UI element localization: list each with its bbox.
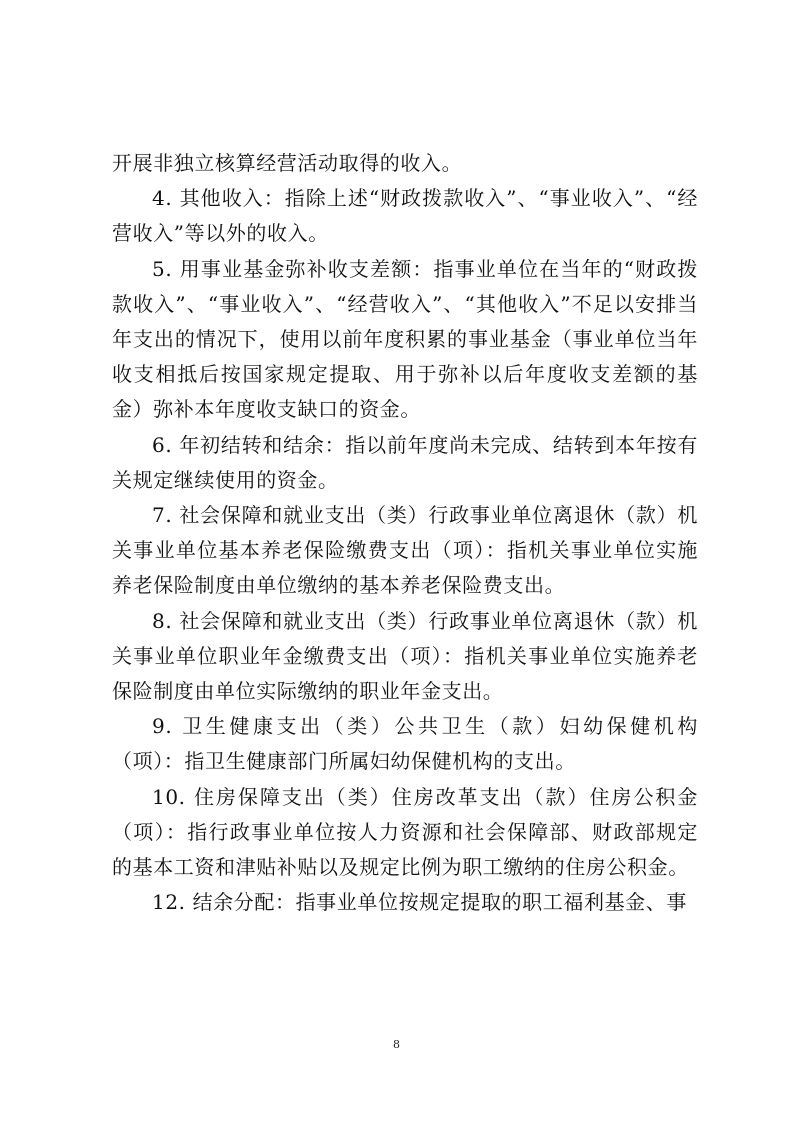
paragraph-maternal-child-health: 9. 卫生健康支出（类）公共卫生（款）妇幼保健机构（项）：指卫生健康部门所属妇幼保健机构的支出。 xyxy=(112,714,698,774)
paragraph-occupational-annuity: 8. 社会保障和就业支出（类）行政事业单位离退休（款）机关事业单位职业年金缴费支出（项）：指机关事业单位实施养老保险制度由单位实际缴纳的职业年金支出。 xyxy=(112,608,698,704)
paragraph-business-fund: 5. 用事业基金弥补收支差额：指事业单位在当年的“财政拨款收入”、“事业收入”、“经营收入”、“其他收入”不足以安排当年支出的情况下，使用以前年度积累的事业基金（事业单位当年收支相抵后按国家规定提取、用于弥补以后年度收支差额的基金）弥补本年度收支缺口的资金。 xyxy=(112,256,698,422)
paragraph-pension-insurance: 7. 社会保障和就业支出（类）行政事业单位离退休（款）机关事业单位基本养老保险缴费支出（项）：指机关事业单位实施养老保险制度由单位缴纳的基本养老保险费支出。 xyxy=(112,503,698,598)
page-number: 8 xyxy=(393,1038,400,1051)
paragraph-carryover: 6. 年初结转和结余：指以前年度尚未完成、结转到本年按有关规定继续使用的资金。 xyxy=(112,432,698,492)
body-text xyxy=(112,146,698,920)
paragraph-other-income: 4. 其他收入：指除上述“财政拨款收入”、“事业收入”、“经营收入”等以外的收入。 xyxy=(112,186,698,246)
paragraph-continuation: 开展非独立核算经营活动取得的收入。 xyxy=(112,151,463,175)
paragraph-housing-fund: 10. 住房保障支出（类）住房改革支出（款）住房公积金（项）：指行政事业单位按人力资源和社会保障部、财政部规定的基本工资和津贴补贴以及规定比例为职工缴纳的住房公积金。 xyxy=(112,784,698,880)
paragraph-surplus-distribution: 12. 结余分配：指事业单位按规定提取的职工福利基金、事 xyxy=(152,890,687,915)
